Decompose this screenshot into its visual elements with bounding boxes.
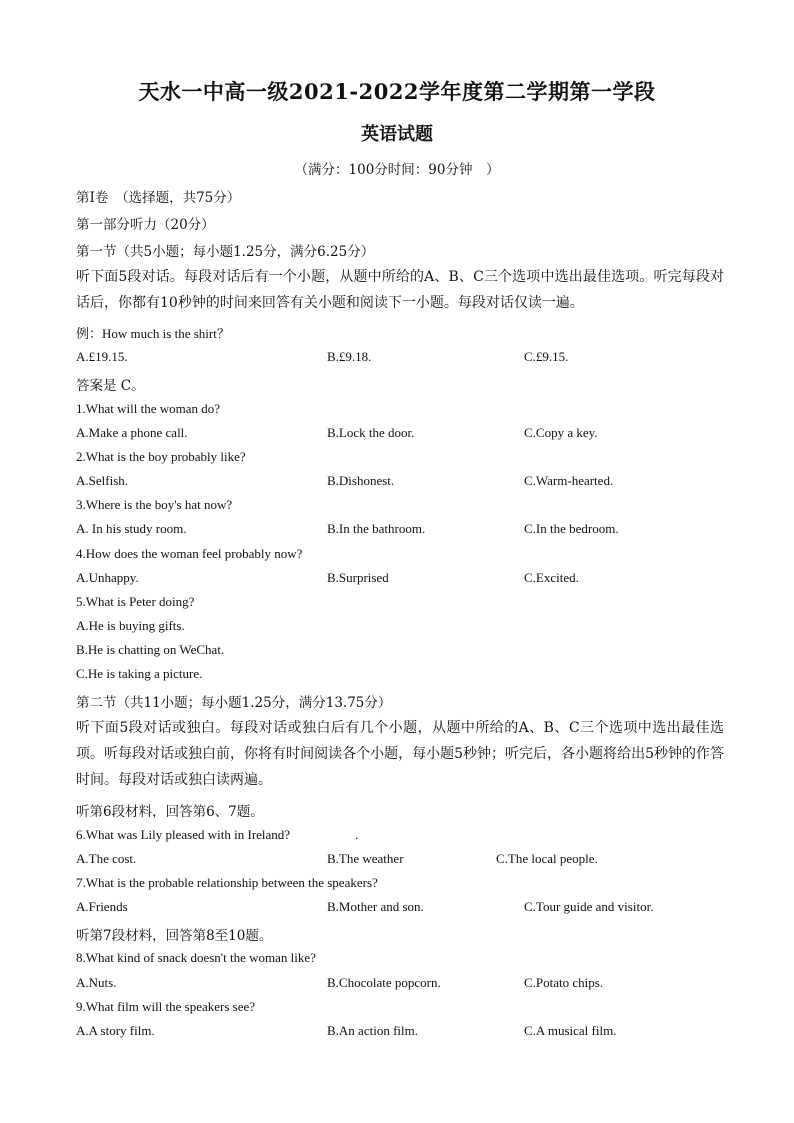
q3-option-b: B.In the bathroom. (327, 521, 426, 536)
q5-option-a: A.He is buying gifts. (76, 618, 185, 633)
question-2: 2.What is the boy probably like? (76, 449, 246, 464)
exam-title: 天水一中高一级2021-2022学年度第二学期第一学段 (138, 79, 656, 104)
question-4: 4.How does the woman feel probably now? (76, 546, 303, 561)
q3-option-a: A. In his study room. (76, 521, 187, 536)
q9-option-b: B.An action film. (327, 1023, 418, 1038)
example-question: 例：How much is the shirt？ (76, 326, 230, 341)
q9-option-c: C.A musical film. (524, 1023, 617, 1038)
section1-heading: 第一节（共5小题；每小题1.25分，满分6.25分） (76, 244, 375, 260)
example-option-b: B.£9.18. (327, 349, 372, 364)
section1-instructions: 听下面5段对话。每段对话后有一个小题，从题中所给的A、B、C三个选项中选出最佳选项。听完每段对话后，你都有10秒钟的时间来回答有关小题和阅读下一小题。每段对话仅读一遍。 (76, 269, 724, 311)
question-5: 5.What is Peter doing? (76, 594, 195, 609)
section2-instructions: 听下面5段对话或独白。每段对话或独白后有几个小题，从题中所给的A、B、C三个选项中选出最佳选项。听每段对话或独白前，你将有时间阅读各个小题，每小题5秒钟；听完后，各小题将给出5秒钟的作答时间。每段对话或独白读两遍。 (76, 720, 724, 788)
q1-option-b: B.Lock the door. (327, 425, 415, 440)
exam-meta: （满分：100分时间：90分钟 ） (294, 162, 500, 178)
q1-option-a: A.Make a phone call. (76, 425, 188, 440)
q9-option-a: A.A story film. (76, 1023, 155, 1038)
q7-option-c: C.Tour guide and visitor. (524, 899, 654, 914)
q7-option-b: B.Mother and son. (327, 899, 424, 914)
material-6-heading: 听第6段材料，回答第6、7题。 (76, 804, 264, 820)
q3-option-c: C.In the bedroom. (524, 521, 619, 536)
exam-subtitle: 英语试题 (361, 124, 433, 145)
example-option-c: C.£9.15. (524, 349, 569, 364)
q2-option-b: B.Dishonest. (327, 473, 395, 488)
q4-option-b: B.Surprised (327, 570, 389, 585)
example-answer: 答案是 C。 (76, 378, 145, 394)
q8-option-b: B.Chocolate popcorn. (327, 975, 441, 990)
q7-option-a: A.Friends (76, 899, 128, 914)
q5-option-b: B.He is chatting on WeChat. (76, 642, 225, 657)
question-7: 7.What is the probable relationship between the speakers? (76, 875, 378, 890)
question-3: 3.Where is the boy's hat now? (76, 497, 233, 512)
q2-option-c: C.Warm-hearted. (524, 473, 614, 488)
example-option-a: A.£19.15. (76, 349, 128, 364)
section2-heading: 第二节（共11小题；每小题1.25分，满分13.75分） (76, 695, 392, 711)
material-7-heading: 听第7段材料，回答第8至10题。 (76, 928, 273, 944)
question-6: 6.What was Lily pleased with in Ireland? (76, 827, 291, 842)
q6-option-b: B.The weather (327, 851, 404, 866)
listening-heading: 第一部分听力（20分） (76, 217, 215, 233)
q8-option-c: C.Potato chips. (524, 975, 604, 990)
q2-option-a: A.Selfish. (76, 473, 128, 488)
q6-option-c: C.The local people. (496, 851, 598, 866)
q5-option-c: C.He is taking a picture. (76, 666, 203, 681)
q4-option-c: C.Excited. (524, 570, 579, 585)
part-heading: 第Ⅰ卷 （选择题，共75分） (76, 190, 241, 206)
q6-stray-dot: . (355, 827, 359, 842)
question-9: 9.What film will the speakers see? (76, 999, 256, 1014)
q8-option-a: A.Nuts. (76, 975, 117, 990)
question-1: 1.What will the woman do? (76, 401, 221, 416)
q1-option-c: C.Copy a key. (524, 425, 598, 440)
q4-option-a: A.Unhappy. (76, 570, 139, 585)
question-8: 8.What kind of snack doesn't the woman like? (76, 950, 316, 965)
q6-option-a: A.The cost. (76, 851, 137, 866)
